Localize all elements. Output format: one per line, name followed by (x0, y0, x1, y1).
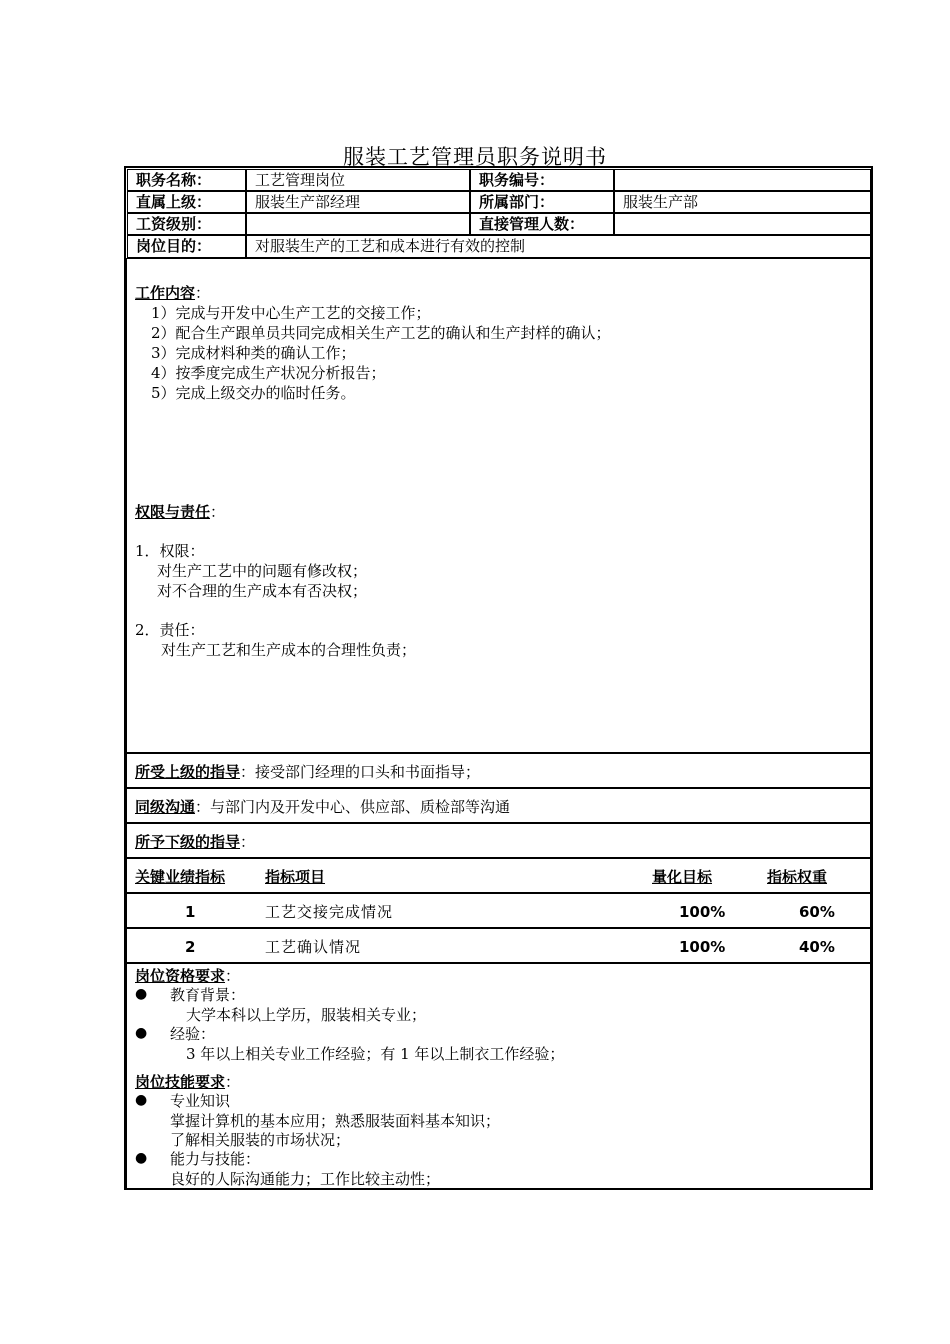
guidance-to-row (126, 823, 871, 858)
guidance-from (135, 762, 480, 782)
superior-value: 服装生产部经理 (255, 193, 361, 211)
experience-text: 3 年以上相关专业工作经验；有 1 年以上制衣工作经验； (186, 1045, 565, 1063)
job-no-label-cell (470, 169, 614, 191)
job-name-value: 工艺管理岗位 (255, 171, 346, 189)
qualification-heading-colon: ： (225, 967, 241, 985)
kpi-header-row (126, 858, 871, 893)
dept-value: 服装生产部 (623, 193, 699, 211)
skills-heading-text: 岗位技能要求 (135, 1073, 226, 1091)
kpi-row (126, 893, 871, 928)
kpi-weight: 40% (799, 938, 835, 956)
ability-item: 良好的人际沟通能力；工作比较主动性； (170, 1170, 441, 1188)
guidance-from-label: 所受上级的指导 (135, 763, 241, 781)
work-item: 3）完成材料种类的确认工作； (151, 344, 356, 362)
kpi-item: 工艺确认情况 (265, 938, 362, 956)
purpose-value-cell (246, 235, 871, 258)
peer-text: 与部门内及开发中心、供应部、质检部等沟通 (210, 798, 511, 816)
purpose-value: 对服装生产的工艺和成本进行有效的控制 (255, 237, 526, 255)
work-authority-section (126, 258, 871, 753)
work-heading (135, 283, 210, 303)
authority-item: 对不合理的生产成本有否决权； (157, 582, 368, 600)
kpi-weight: 60% (799, 903, 835, 921)
grade-label: 工资级别： (136, 215, 212, 233)
authority-heading (135, 502, 225, 522)
peer-row (126, 788, 871, 823)
work-item: 2）配合生产跟单员共同完成相关生产工艺的确认和生产封样的确认； (151, 324, 611, 342)
job-no-label: 职务编号： (479, 171, 555, 189)
superior-label: 直属上级： (136, 193, 212, 211)
work-item: 1）完成与开发中心生产工艺的交接工作； (151, 304, 431, 322)
kpi-header-indicator: 关键业绩指标 (135, 868, 226, 886)
kpi-no: 1 (185, 903, 196, 921)
kpi-target: 100% (679, 903, 726, 921)
guidance-to (135, 832, 255, 852)
guidance-to-colon: ： (240, 833, 256, 851)
education-text: 大学本科以上学历，服装相关专业； (186, 1006, 427, 1024)
guidance-from-text: 接受部门经理的口头和书面指导； (255, 763, 481, 781)
skills-heading (135, 1072, 240, 1092)
qualification-section (126, 963, 871, 1188)
superior-value-cell (246, 191, 470, 213)
guidance-from-row (126, 753, 871, 788)
dept-label: 所属部门： (479, 193, 555, 211)
peer-label: 同级沟通 (135, 798, 196, 816)
bullet-icon: ● (135, 1150, 148, 1166)
authority-heading-text: 权限与责任 (135, 503, 211, 521)
job-no-value-cell (614, 169, 871, 191)
job-description-table (124, 166, 873, 1190)
kpi-header-weight: 指标权重 (767, 868, 828, 886)
peer-communication (135, 797, 510, 817)
skills-heading-colon: ： (225, 1073, 241, 1091)
qualification-heading (135, 966, 240, 986)
job-name-label-cell (127, 169, 246, 191)
bullet-icon: ● (135, 986, 148, 1002)
authority-title: 1．权限： (135, 542, 205, 560)
purpose-label-cell (127, 235, 246, 258)
kpi-row (126, 928, 871, 963)
dept-value-cell (614, 191, 871, 213)
qualification-heading-text: 岗位资格要求 (135, 967, 226, 985)
work-heading-colon: ： (195, 284, 211, 302)
kpi-item: 工艺交接完成情况 (265, 903, 394, 921)
work-item: 5）完成上级交办的临时任务。 (151, 384, 356, 402)
authority-item: 对生产工艺中的问题有修改权； (157, 562, 368, 580)
knowledge-item: 掌握计算机的基本应用；熟悉服装面料基本知识； (170, 1112, 501, 1130)
dept-label-cell (470, 191, 614, 213)
ability-title: 能力与技能： (170, 1150, 261, 1168)
work-item: 4）按季度完成生产状况分析报告； (151, 364, 386, 382)
knowledge-title: 专业知识 (170, 1092, 231, 1110)
kpi-header-item: 指标项目 (265, 868, 326, 886)
superior-label-cell (127, 191, 246, 213)
grade-value-cell (246, 213, 470, 235)
subordinates-label: 直接管理人数： (479, 215, 585, 233)
responsibility-title: 2．责任： (135, 621, 205, 639)
kpi-header-target: 量化目标 (652, 868, 713, 886)
knowledge-item: 了解相关服装的市场状况； (170, 1131, 351, 1149)
responsibility-item: 对生产工艺和生产成本的合理性负责； (161, 641, 417, 659)
guidance-to-label: 所予下级的指导 (135, 833, 241, 851)
authority-heading-colon: ： (210, 503, 226, 521)
job-name-label: 职务名称： (136, 171, 212, 189)
grade-label-cell (127, 213, 246, 235)
document-title: 服装工艺管理员职务说明书 (343, 145, 607, 169)
work-heading-text: 工作内容 (135, 284, 196, 302)
subordinates-value-cell (614, 213, 871, 235)
kpi-no: 2 (185, 938, 196, 956)
subordinates-label-cell (470, 213, 614, 235)
bullet-icon: ● (135, 1092, 148, 1108)
purpose-label: 岗位目的： (136, 237, 212, 255)
peer-colon: ： (195, 798, 211, 816)
kpi-target: 100% (679, 938, 726, 956)
education-title: 教育背景： (170, 986, 246, 1004)
guidance-from-colon: ： (240, 763, 256, 781)
job-name-value-cell (246, 169, 470, 191)
experience-title: 经验： (170, 1025, 216, 1043)
bullet-icon: ● (135, 1025, 148, 1041)
